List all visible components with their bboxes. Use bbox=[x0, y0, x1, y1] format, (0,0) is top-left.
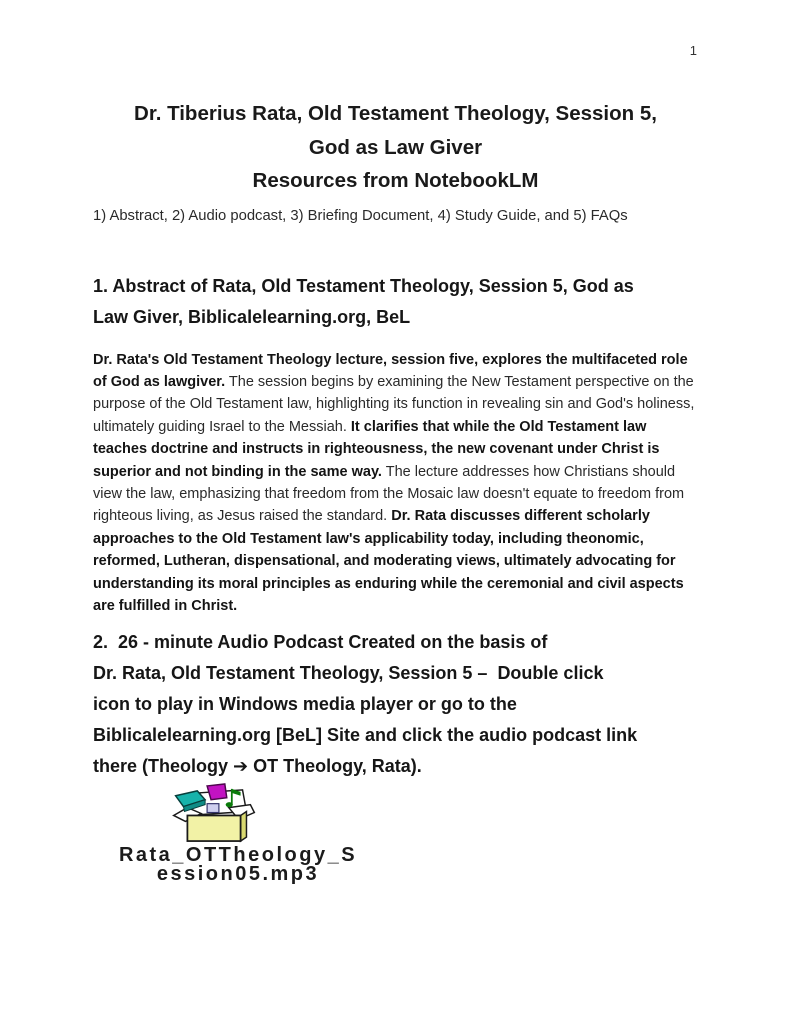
document-title: Dr. Tiberius Rata, Old Testament Theology, Session 5, God as Law Giver Resources from NotebookLM bbox=[134, 102, 657, 192]
resources-list-line: 1) Abstract, 2) Audio podcast, 3) Briefing Document, 4) Study Guide, and 5) FAQs bbox=[93, 207, 628, 224]
section-2-heading: 2. 26 - minute Audio Podcast Created on the basis of Dr. Rata, Old Testament Theology, Session 5 – Double click icon to play in Windows media player or go to the Biblicalelearning.org [BeL] Site and click the audio podcast link there (Theology ➔ OT Theology, Rata). bbox=[93, 632, 638, 776]
media-package-icon[interactable] bbox=[167, 782, 259, 845]
section-1-heading: 1. Abstract of Rata, Old Testament Theology, Session 5, God as Law Giver, Biblicalelearning.org, BeL bbox=[93, 275, 634, 327]
page-number: 1 bbox=[689, 43, 697, 58]
audio-attachment[interactable] bbox=[93, 782, 383, 884]
document-content bbox=[93, 0, 698, 884]
abstract-paragraph: Dr. Rata's Old Testament Theology lecture, session five, explores the multifaceted role of God as lawgiver. The session begins by examining the New Testament perspective on the purpose of the Old Testament law, highlighting its function in revealing sin and God's holiness, ultimately guiding Israel to the Messiah. It clarifies that while the Old Testament law teaches doctrine and instructs in righteousness, the new covenant under Christ is superior and not binding in the same way. The lecture addresses how Christians should view the law, emphasizing that freedom from the Mosaic law doesn't equate to freedom from righteous living, as Jesus raised the standard. Dr. Rata discusses different scholarly approaches to the Old Testament law's applicability today, including theonomic, reformed, Lutheran, dispensational, and moderating views, ultimately advocating for understanding its moral principles as enduring while the ceremonial and civil aspects are fulfilled in Christ. bbox=[93, 351, 695, 614]
attachment-filename[interactable]: Rata_OTTheology_S ession05.mp3 bbox=[118, 844, 358, 886]
